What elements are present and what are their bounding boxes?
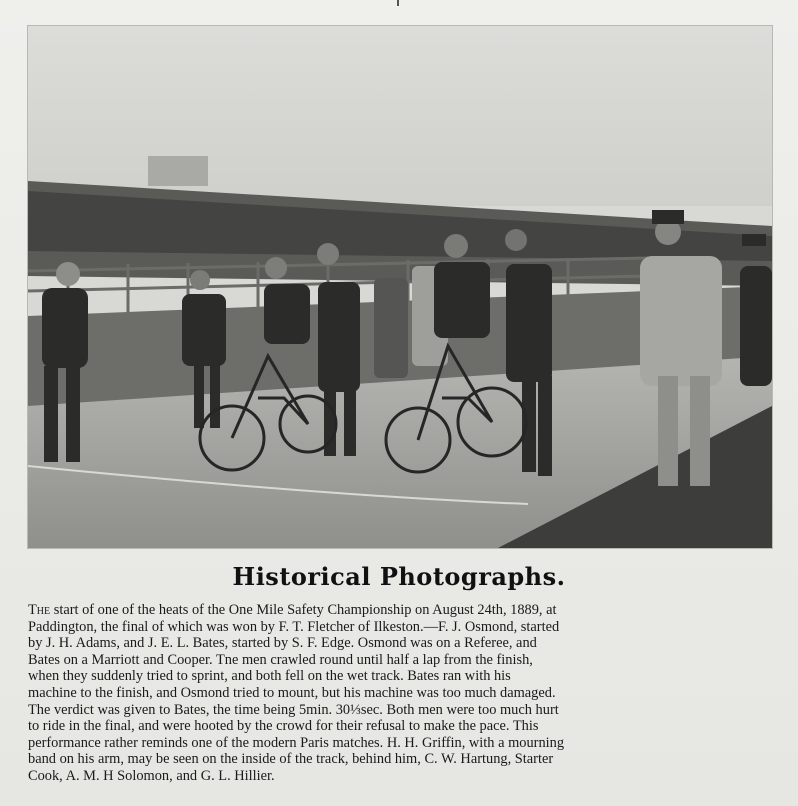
distant-building (148, 156, 208, 186)
rider-bates (434, 262, 490, 338)
caption-line: machine to the finish, and Osmond tried to mount, but his machine was too much damaged. (28, 684, 556, 701)
caption-line: The verdict was given to Bates, the time being 5min. 30⅓sec. Both men were too much hurt (28, 701, 559, 718)
caption-line: band on his arm, may be seen on the inside of the track, behind him, C. W. Hartung, Starter (28, 751, 554, 768)
starter-edge (506, 264, 552, 382)
starter-adams (318, 282, 360, 392)
man-far-right (740, 266, 772, 386)
man-second (182, 294, 226, 366)
caption-line: The start of one of the heats of the One Mile Safety Championship on August 24th, 1889, at (28, 602, 557, 618)
caption-lead: The (28, 602, 51, 618)
page-mark (397, 0, 399, 6)
rider-osmond (264, 284, 310, 344)
caption-line: Paddington, the final of which was won by F. T. Fletcher of Ilkeston.—F. J. Osmond, started (28, 618, 560, 635)
man-light-coat (640, 256, 722, 386)
caption-line: by J. H. Adams, and J. E. L. Bates, started by S. F. Edge. Osmond was on a Referee, and (28, 635, 537, 652)
caption-line: performance rather reminds one of the modern Paris matches. H. H. Griffin, with a mourning (28, 734, 565, 751)
caption-line: when they suddenly tried to sprint, and both fell on the wet track. Bates ran with his (28, 668, 511, 685)
man-left (42, 288, 88, 368)
caption-line: Bates on a Marriott and Cooper. Tne men crawled round until half a lap from the finish, (28, 651, 533, 668)
historical-photograph (28, 26, 772, 548)
caption-line: to ride in the final, and were hooted by the crowd for their refusal to make the pace. This (28, 718, 539, 735)
caption-line: Cook, A. M. H Solomon, and G. L. Hillier. (28, 767, 275, 784)
photo-caption (28, 602, 774, 785)
page-heading: Historical Photographs. (232, 562, 566, 591)
photograph-illustration (28, 26, 772, 548)
sky (28, 26, 772, 206)
